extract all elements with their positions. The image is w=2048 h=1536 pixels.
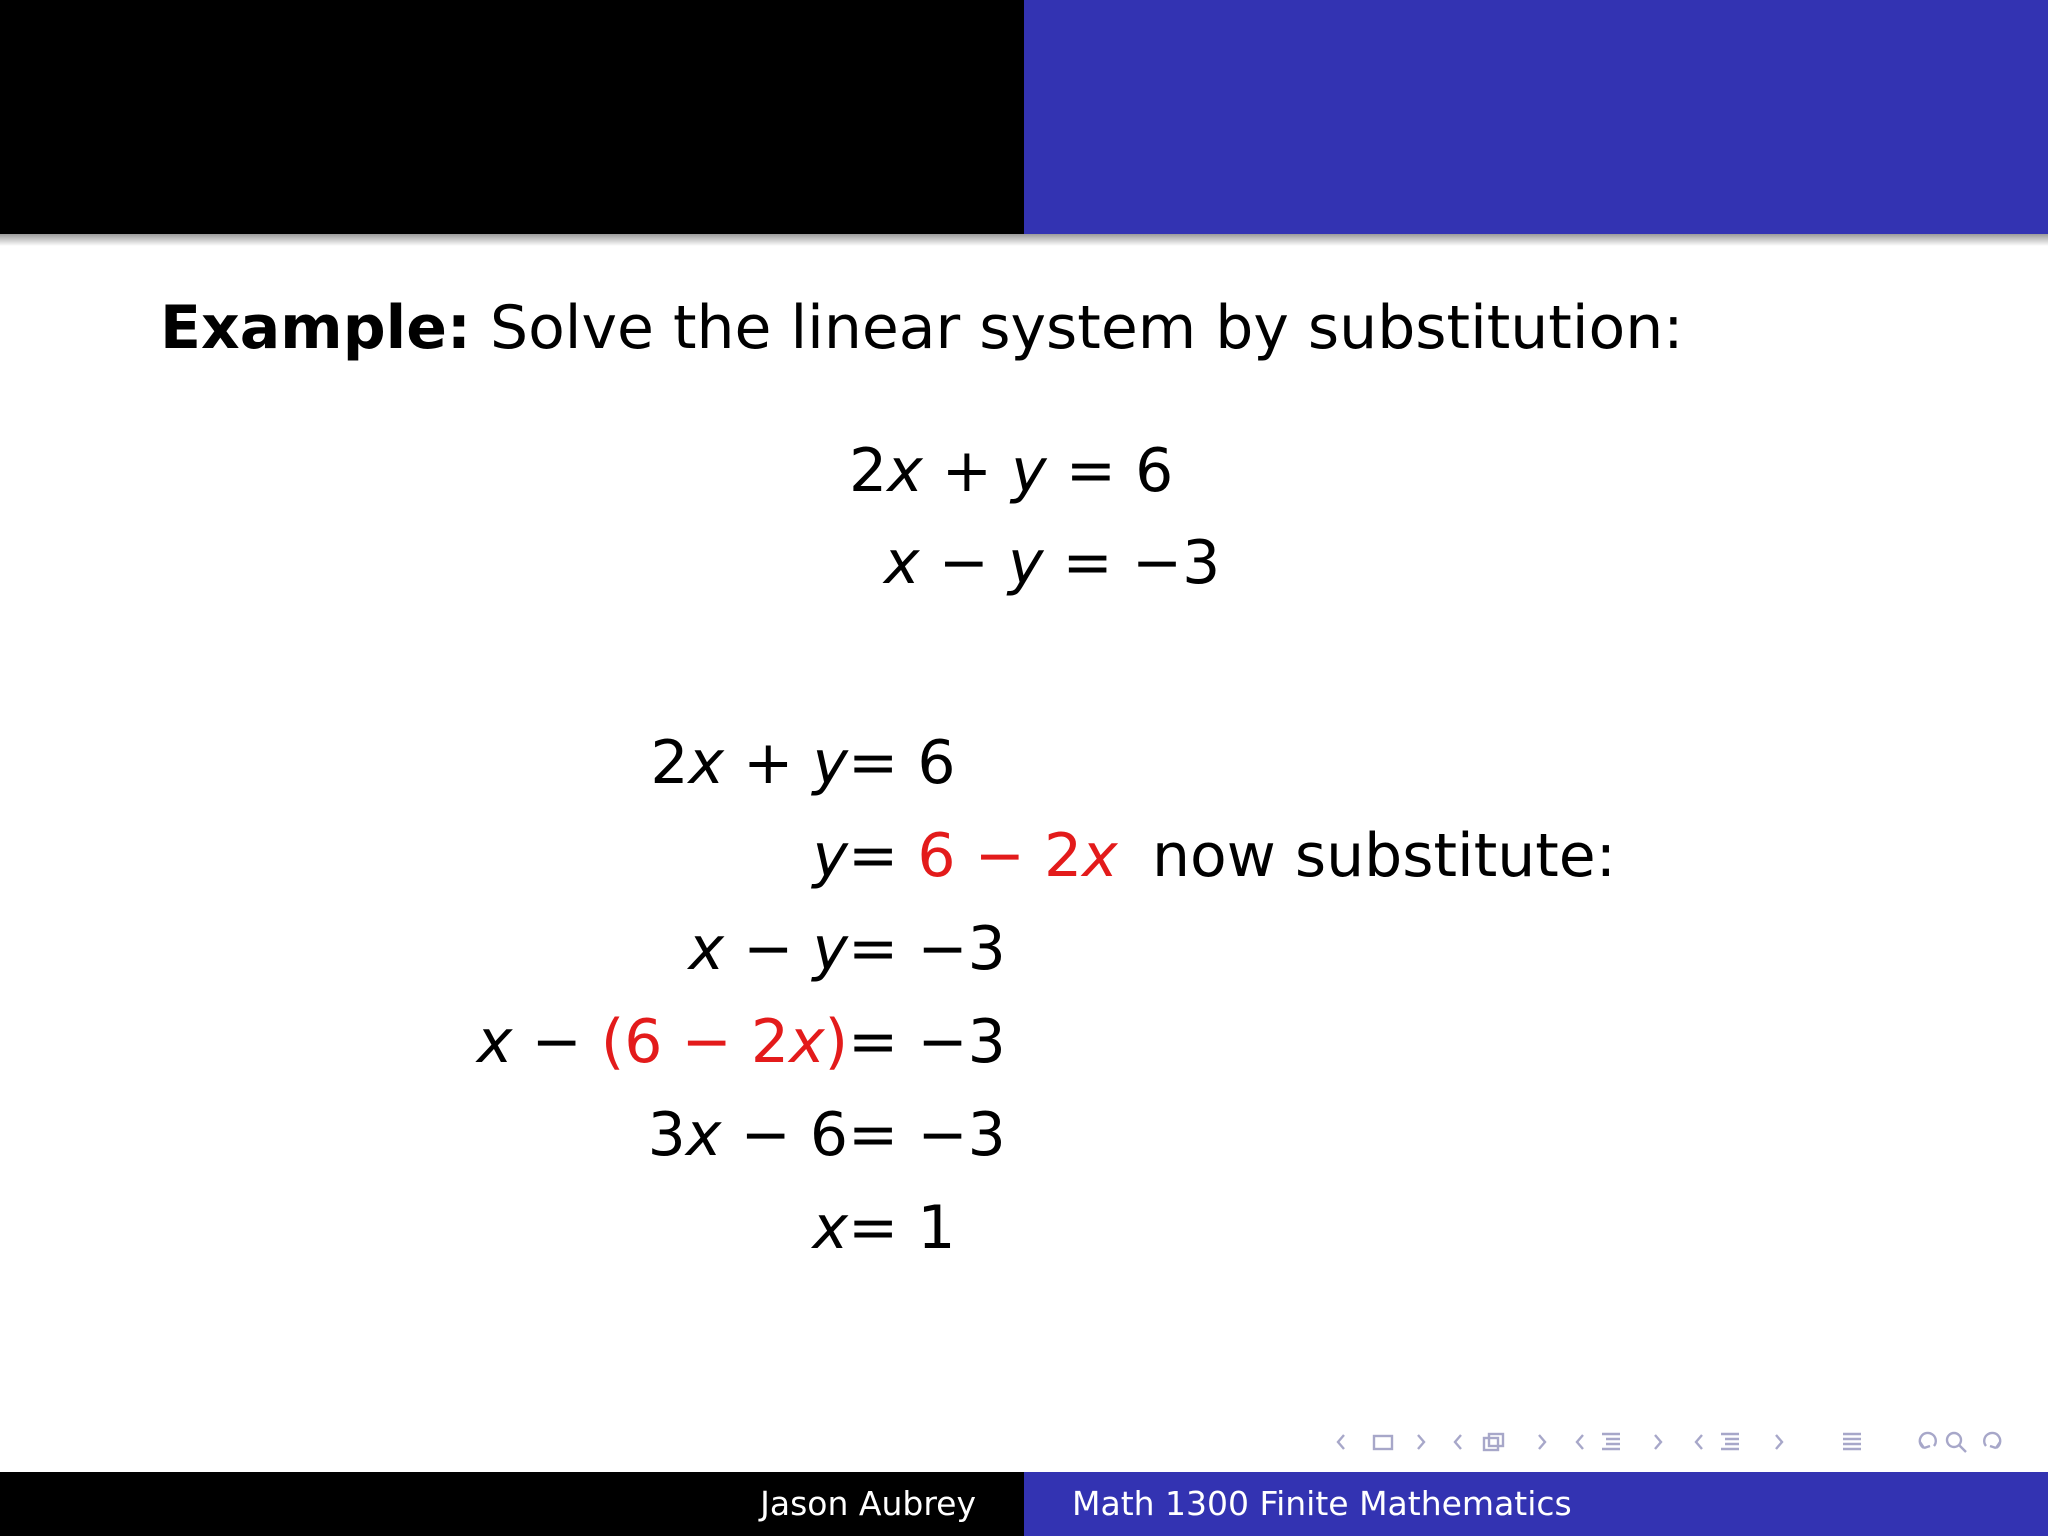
derivation-step-3 xyxy=(0,914,2048,1004)
derivation-step-6 xyxy=(0,1193,2048,1283)
var-x: x xyxy=(789,1007,825,1077)
equals: = xyxy=(848,821,899,891)
header xyxy=(0,0,2048,234)
var-y: y xyxy=(812,914,848,984)
document-prev-icon[interactable] xyxy=(1696,1435,1702,1449)
var-x: x xyxy=(884,528,920,598)
rhs: 6 xyxy=(917,728,956,798)
subsection-next-icon[interactable] xyxy=(1539,1435,1545,1449)
var-x: x xyxy=(812,1193,848,1263)
forward-icon[interactable] xyxy=(1984,1433,2000,1448)
var-x: x xyxy=(688,728,725,798)
back-icon[interactable] xyxy=(1920,1433,1936,1448)
equals: = xyxy=(848,1007,899,1077)
section-next-icon[interactable] xyxy=(1655,1435,1661,1449)
example-statement xyxy=(160,293,1683,363)
operator: − xyxy=(681,1007,732,1077)
header-left-panel xyxy=(0,0,1024,234)
const: 6 xyxy=(917,821,956,891)
frame-icon[interactable] xyxy=(1374,1436,1392,1449)
substitution-expression xyxy=(917,821,1117,891)
coef: 2 xyxy=(849,436,888,506)
var-y: y xyxy=(812,728,848,798)
var-y: y xyxy=(1011,436,1047,506)
var-y: y xyxy=(1007,528,1044,598)
operator: + xyxy=(743,728,794,798)
operator: − xyxy=(531,1007,582,1077)
equals: = xyxy=(1062,528,1113,598)
align-icon[interactable] xyxy=(1843,1434,1861,1449)
rhs: 6 xyxy=(1135,436,1174,506)
section-icon[interactable] xyxy=(1602,1434,1620,1449)
derivation-step-5 xyxy=(0,1100,2048,1190)
operator: − xyxy=(740,1100,791,1170)
system-equation-2 xyxy=(884,528,1220,598)
coef: 2 xyxy=(650,728,689,798)
var-y: y xyxy=(812,821,848,891)
derivation-step-2 xyxy=(0,821,2048,911)
coef: 3 xyxy=(647,1100,686,1170)
nav-symbols-svg xyxy=(1330,1424,2030,1460)
footer-course-title: Math 1300 Finite Mathematics xyxy=(1072,1484,1572,1523)
var-x: x xyxy=(1082,821,1118,891)
var-x: x xyxy=(476,1007,513,1077)
system-equation-1 xyxy=(849,436,1173,506)
subsection-icon[interactable] xyxy=(1484,1434,1503,1450)
var-x: x xyxy=(688,914,725,984)
rhs: 1 xyxy=(917,1193,956,1263)
equals: = xyxy=(848,728,899,798)
var-x: x xyxy=(685,1100,722,1170)
equals: = xyxy=(848,1193,899,1263)
rhs: −3 xyxy=(1131,528,1221,598)
equals: = xyxy=(848,1100,899,1170)
document-next-icon[interactable] xyxy=(1776,1435,1782,1449)
subsection-prev-icon[interactable] xyxy=(1455,1435,1461,1449)
header-shadow xyxy=(0,234,2048,246)
frame-prev-icon[interactable] xyxy=(1338,1435,1344,1449)
const: 6 xyxy=(809,1100,848,1170)
operator: − xyxy=(743,914,794,984)
coef: 2 xyxy=(750,1007,790,1077)
footer-author: Jason Aubrey xyxy=(760,1484,976,1523)
equals: = xyxy=(848,914,899,984)
rhs: −3 xyxy=(917,1100,1006,1170)
rhs: −3 xyxy=(917,1007,1006,1077)
footer-right-panel xyxy=(1024,1472,2048,1536)
substitute-note: now substitute: xyxy=(1152,821,1616,891)
operator: + xyxy=(941,436,993,506)
var-x: x xyxy=(887,436,923,506)
coef: 2 xyxy=(1043,821,1083,891)
const: 6 xyxy=(624,1007,663,1077)
search-icon[interactable] xyxy=(1947,1433,1966,1452)
operator: − xyxy=(974,821,1025,891)
example-text: Solve the linear system by substitution: xyxy=(489,293,1684,363)
rhs: −3 xyxy=(917,914,1006,984)
frame-next-icon[interactable] xyxy=(1418,1435,1424,1449)
document-icon[interactable] xyxy=(1721,1434,1739,1449)
header-right-panel xyxy=(1024,0,2048,234)
section-prev-icon[interactable] xyxy=(1577,1435,1583,1449)
derivation-step-1 xyxy=(0,728,2048,818)
operator: − xyxy=(938,528,989,598)
substituted-expression xyxy=(601,1007,848,1077)
equals: = xyxy=(1065,436,1117,506)
paren-close: ) xyxy=(824,1007,848,1077)
paren-open: ( xyxy=(600,1007,625,1077)
derivation-step-4 xyxy=(0,1007,2048,1097)
footer-left-panel xyxy=(0,1472,1024,1536)
example-label: Example: xyxy=(160,293,471,363)
